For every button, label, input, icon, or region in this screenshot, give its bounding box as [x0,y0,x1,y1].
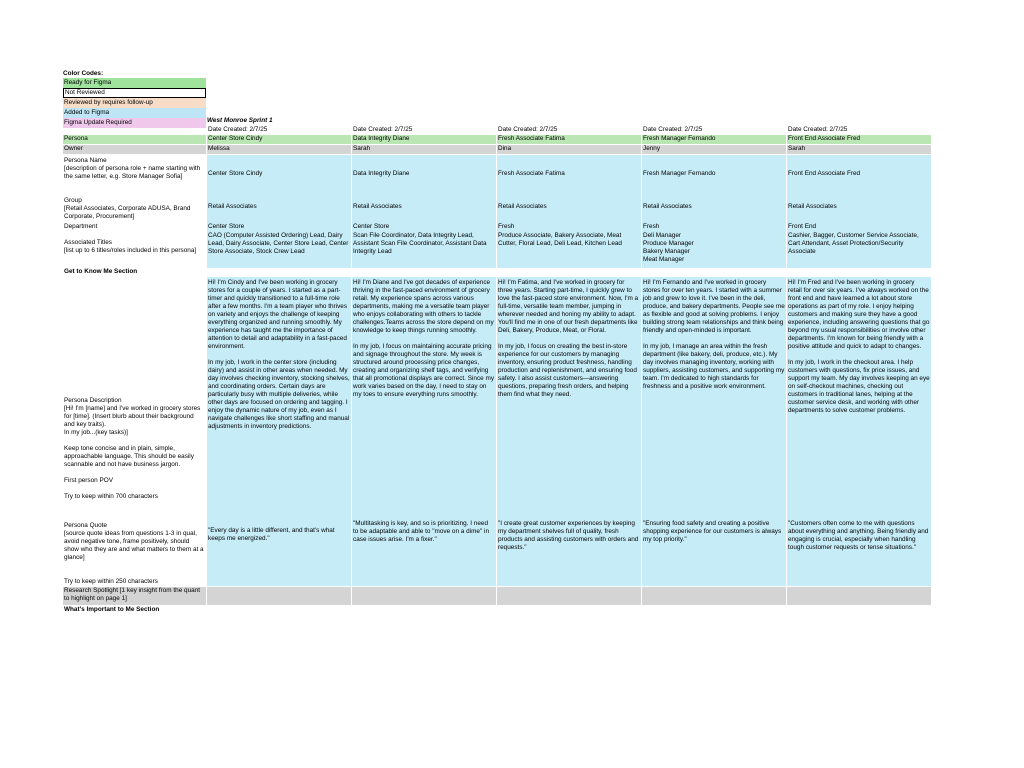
department-cell[interactable]: Center Store [353,223,390,230]
persona-name-cell[interactable]: Center Store Cindy [208,170,263,177]
associated-titles-cell[interactable]: Produce Associate, Bakery Associate, Meat Cutter, Floral Lead, Deli Lead, Kitchen Lead [498,232,622,247]
department-cell[interactable]: Front End [788,223,817,230]
label-owner[interactable]: Owner [63,145,206,154]
persona-description-cell[interactable]: Hi! I'm Fred and I've been working in grocery retail for over six years. I've always worked on the front end and have learned a lot about store operations as part of my role. I enjoy helping customers and making sure they have a good experience, including answering questions that go beyond my usual responsibilities or involve other departments. I'm known for being friendly with a positive attitude and quick to adapt to changes. In my job, I work in the checkout area. I help customers with questions, fix price issues, and support my team. My day involves keeping an eye on self-checkout machines, checking out customers in traditional lanes, helping at the customer service desk, and working with other departments to solve customer problems. [787,277,931,520]
owner-cell[interactable]: Jenny [642,145,786,154]
persona-quote-cell[interactable]: "I create great customer experiences by keeping my department shelves full of quality, fresh products and assisting customers with orders and requests." [497,520,641,586]
label-research-spotlight[interactable]: Research Spotlight [1 key insight from the quant to highlight on page 1] [63,587,206,605]
associated-titles-cell[interactable]: Scan File Coordinator, Data Integrity Lead, Assistant Scan File Coordinator, Assistant Data Integrity Lead [353,232,487,255]
persona-name-cell[interactable]: Fresh Associate Fatima [498,170,565,177]
label-get-to-know-section: Get to Know Me Section [64,268,138,275]
label-persona-description[interactable]: Persona Description [Hi! I'm [name] and I've worked in grocery stores for [time]. (Insert blurb about their background and key traits). In my job...(key tasks)] Keep tone concise and in plain, simple, approachable language. This should be easily scannable and not have business jargon. First person POV Try to keep within 700 characters [64,397,201,500]
label-group[interactable]: Group [Retail Associates, Corporate ADUSA, Brand Corporate, Procurement] [64,197,191,220]
persona-description-cell[interactable]: Hi! I'm Cindy and I've been working in grocery stores for a couple of years. I started as a part-timer and quickly transitioned to a full-time role after a few months. I'm a team player who thrives on variety and enjoys the challenge of keeping everything organized and running smoothly. My experience has taught me the importance of attention to detail and adaptability in a fast-paced environment. In my job, I work in the center store (including dairy) and assist in other areas when needed. My day involves checking inventory, stocking shelves, and coordinating orders. Certain days are particularly busy with multiple deliveries, while other days are focused on ordering and tagging. I enjoy the dynamic nature of my job, even as I navigate challenges like short staffing and manual adjustments in inventory predictions. [207,277,351,520]
label-persona-name[interactable]: Persona Name [description of persona role + name starting with the same letter, e.g. Store Manager Sofia] [64,157,201,180]
persona-quote-cell[interactable]: "Every day is a little different, and that's what keeps me energized." [207,520,351,586]
persona-cell[interactable]: Fresh Manager Fernando [642,135,786,144]
legend-added-to-figma[interactable]: Added to Figma [63,108,206,118]
persona-cell[interactable]: Center Store Cindy [207,135,351,144]
persona-cell[interactable]: Fresh Associate Fatima [497,135,641,144]
research-spotlight-cell[interactable] [497,587,641,605]
persona-name-cell[interactable]: Fresh Manager Fernando [643,170,716,177]
associated-titles-cell[interactable]: CAO (Computer Assisted Ordering) Lead, Dairy Lead, Dairy Associate, Center Store Lead, Center Store Associate, Stock Crew Lead [208,232,349,255]
group-cell[interactable]: Retail Associates [498,203,547,210]
group-cell[interactable]: Retail Associates [208,203,257,210]
persona-quote-cell[interactable]: "Customers often come to me with questions about everything and anything. Being friendly and engaging is crucial, especially when handling tough customer requests or tense situations." [787,520,931,586]
research-spotlight-cell[interactable] [642,587,786,605]
sheet-title: West Monroe Sprint 1 [207,117,273,124]
persona-name-cell[interactable]: Data Integrity Diane [353,170,410,177]
associated-titles-cell[interactable]: Cashier, Bagger, Customer Service Associate, Cart Attendant, Asset Protection/Security Associate [788,232,919,255]
date-created[interactable]: Date Created: 2/7/25 [208,126,268,133]
legend-title: Color Codes: [63,70,104,77]
persona-description-cell[interactable]: Hi! I'm Fatima, and I've worked in grocery for three years. Starting part-time, I quickly grew to love the fast-paced store environment. Now, I'm a full-time, versatile team member, jumping in wherever needed and honing my ability to adapt. You'll find me in one of our fresh departments like Deli, Bakery, Produce, Meat, or Floral. In my job, I focus on creating the best in-store experience for our customers by managing inventory, ensuring product freshness, handling production and replenishment, and ensuring food safety. I also assist customers—answering questions, preparing fresh orders, and helping them find what they need. [497,277,641,520]
label-persona[interactable]: Persona [63,135,206,144]
persona-cell[interactable]: Front End Associate Fred [787,135,931,144]
color-legend [63,70,206,128]
department-cell[interactable]: Fresh [643,223,660,230]
legend-ready-for-figma[interactable]: Ready for Figma [63,78,206,88]
group-cell[interactable]: Retail Associates [353,203,402,210]
associated-titles-cell[interactable]: Deli Manager Produce Manager Bakery Manager Meat Manager [643,232,694,263]
research-spotlight-cell[interactable] [352,587,496,605]
persona-quote-cell[interactable]: "Ensuring food safety and creating a positive shopping experience for our customers is always my top priority." [642,520,786,586]
date-created[interactable]: Date Created: 2/7/25 [643,126,703,133]
date-created[interactable]: Date Created: 2/7/25 [788,126,848,133]
date-created[interactable]: Date Created: 2/7/25 [353,126,413,133]
persona-quote-cell[interactable]: "Multitasking is key, and so is prioritizing. I need to be adaptable and able to "move on a dime" in case issues arise. I'm a fixer." [352,520,496,586]
date-created[interactable]: Date Created: 2/7/25 [498,126,558,133]
label-persona-quote[interactable]: Persona Quote [source quote ideas from questions 1-3 in qual, avoid negative tone, frame positively, should show who they are and what matters to them at a glance] Try to keep within 250 characters [64,522,204,585]
legend-reviewed-follow-up[interactable]: Reviewed by requires follow-up [63,98,206,108]
legend-not-reviewed[interactable]: Not Reviewed [63,88,206,98]
label-department[interactable]: Department [64,223,98,230]
research-spotlight-cell[interactable] [207,587,351,605]
legend-figma-update-required[interactable]: Figma Update Required [63,118,206,128]
label-associated-titles[interactable]: Associated Titles [list up to 6 titles/roles included in this persona] [64,239,197,254]
department-cell[interactable]: Center Store [208,223,245,230]
persona-description-cell[interactable]: Hi! I'm Diane and I've got decades of experience thriving in the fast-paced environment of grocery retail. My experience spans across various departments, making me a versatile team player who enjoys collaborating with others to tackle challenges.Teams across the store depend on my knowledge to keep things running smoothly. In my job, I focus on maintaining accurate pricing and signage throughout the store. My week is structured around processing price changes, creating and organizing shelf tags, and verifying that all promotional displays are correct. Since my work varies based on the day, I need to stay on my toes to ensure everything runs smoothly. [352,277,496,520]
group-cell[interactable]: Retail Associates [643,203,692,210]
owner-cell[interactable]: Sarah [352,145,496,154]
research-spotlight-cell[interactable] [787,587,931,605]
persona-description-cell[interactable]: Hi! I'm Fernando and I've worked in grocery stores for over ten years. I started with a summer job and grew to love it. I've been in the deli, produce, and bakery departments. People see me as flexible and good at solving problems. I enjoy building strong team relationships and think being friendly and open-minded is important. In my job, I manage an area within the fresh department (like bakery, deli, produce, etc.). My day involves managing inventory, working with suppliers, assisting customers, and supporting my team. I'm dedicated to high standards for freshness and a positive work environment. [642,277,786,520]
persona-name-cell[interactable]: Front End Associate Fred [788,170,861,177]
persona-cell[interactable]: Data Integrity Diane [352,135,496,144]
owner-cell[interactable]: Melissa [207,145,351,154]
department-cell[interactable]: Fresh [498,223,515,230]
owner-cell[interactable]: Dina [497,145,641,154]
group-cell[interactable]: Retail Associates [788,203,837,210]
label-whats-important-section: What's Important to Me Section [64,606,160,613]
owner-cell[interactable]: Sarah [787,145,931,154]
